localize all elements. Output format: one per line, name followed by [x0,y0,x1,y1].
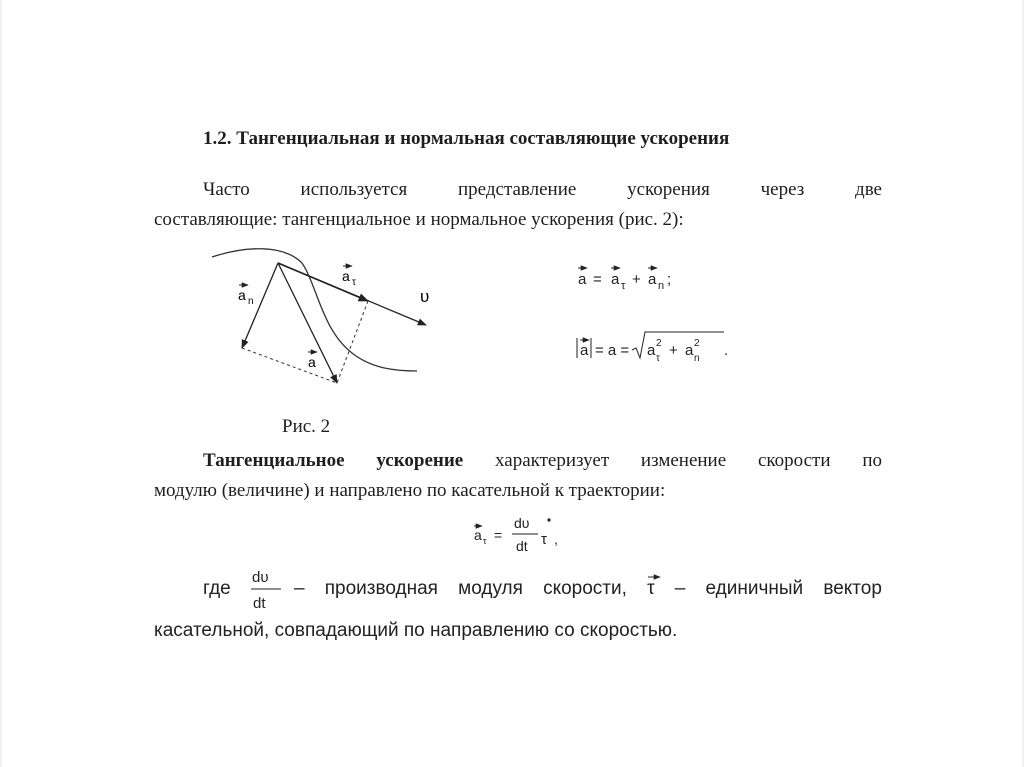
trajectory-curve [212,249,417,371]
svg-text:dt: dt [516,538,528,554]
definition-line-1 [154,564,882,614]
svg-text:a: a [580,342,589,359]
svg-text:a: a [648,271,657,288]
derivative-fraction [250,564,284,614]
svg-text:+: + [632,271,641,288]
svg-text:τ: τ [483,536,487,546]
svg-text:a: a [578,271,587,288]
svg-text:dυ: dυ [514,515,530,531]
tangential-line-1: Тангенциальное ускорение характеризует изменение скорости по [203,450,882,471]
svg-text:n: n [658,280,665,292]
svg-text:;: ; [667,271,672,288]
tangential-line-2: модулю (величине) и направлено по касательной к траектории: [154,480,666,501]
svg-text:τ: τ [621,280,626,292]
tangential-paragraph [154,446,882,506]
word-where: где [203,578,231,599]
magnitude-formula [574,326,734,366]
label-a-n [238,285,254,307]
svg-text:n: n [694,353,700,364]
svg-text:n: n [248,296,254,307]
unit-vector-tau: τ [647,578,655,600]
svg-text:=: = [593,271,602,288]
label-a-tau [342,266,356,288]
svg-text:a: a [647,342,656,359]
intro-line-2: составляющие: тангенциальное и нормальное ускорения (рис. 2): [154,209,684,230]
svg-text:= a =: = a = [595,342,630,359]
svg-text:a: a [308,354,316,370]
svg-text:τ: τ [656,353,660,364]
svg-text:=: = [494,527,503,543]
svg-text:.: . [724,342,729,359]
svg-text:a: a [474,527,482,543]
svg-text:dt: dt [253,595,266,612]
tangential-formula [472,508,572,558]
figure-caption: Рис. 2 [282,416,331,437]
svg-text:a: a [685,342,694,359]
term-tangential-acceleration: Тангенциальное ускорение [203,450,464,471]
acceleration-diagram [202,245,442,395]
parallelogram-dashed-2 [337,301,368,383]
section-heading: 1.2. Тангенциальная и нормальная составляющие ускорения [203,128,730,149]
vector-arrow-icon [647,572,663,582]
definition-line-1-words: – производная модуля скорости, τ – единичный вектор [294,578,882,600]
svg-text:τ: τ [541,531,547,548]
intro-line-1: Часто используется представление ускорения через две [203,179,882,200]
label-v [420,287,429,306]
svg-text:a: a [238,287,246,303]
label-a [308,352,317,370]
svg-text:2: 2 [656,338,662,349]
intro-paragraph [154,175,882,235]
definition-line-2: касательной, совпадающий по направлению со скоростью. [154,620,678,641]
svg-text:2: 2 [694,338,700,349]
svg-text:υ: υ [420,287,430,306]
vector-sum-formula [577,262,697,294]
svg-text:a: a [611,271,620,288]
svg-text:,: , [554,531,558,547]
svg-text:a: a [342,268,350,284]
svg-text:dυ: dυ [252,569,269,586]
document-page [2,0,1022,767]
svg-text:τ: τ [352,277,356,288]
svg-text:+: + [669,342,678,359]
